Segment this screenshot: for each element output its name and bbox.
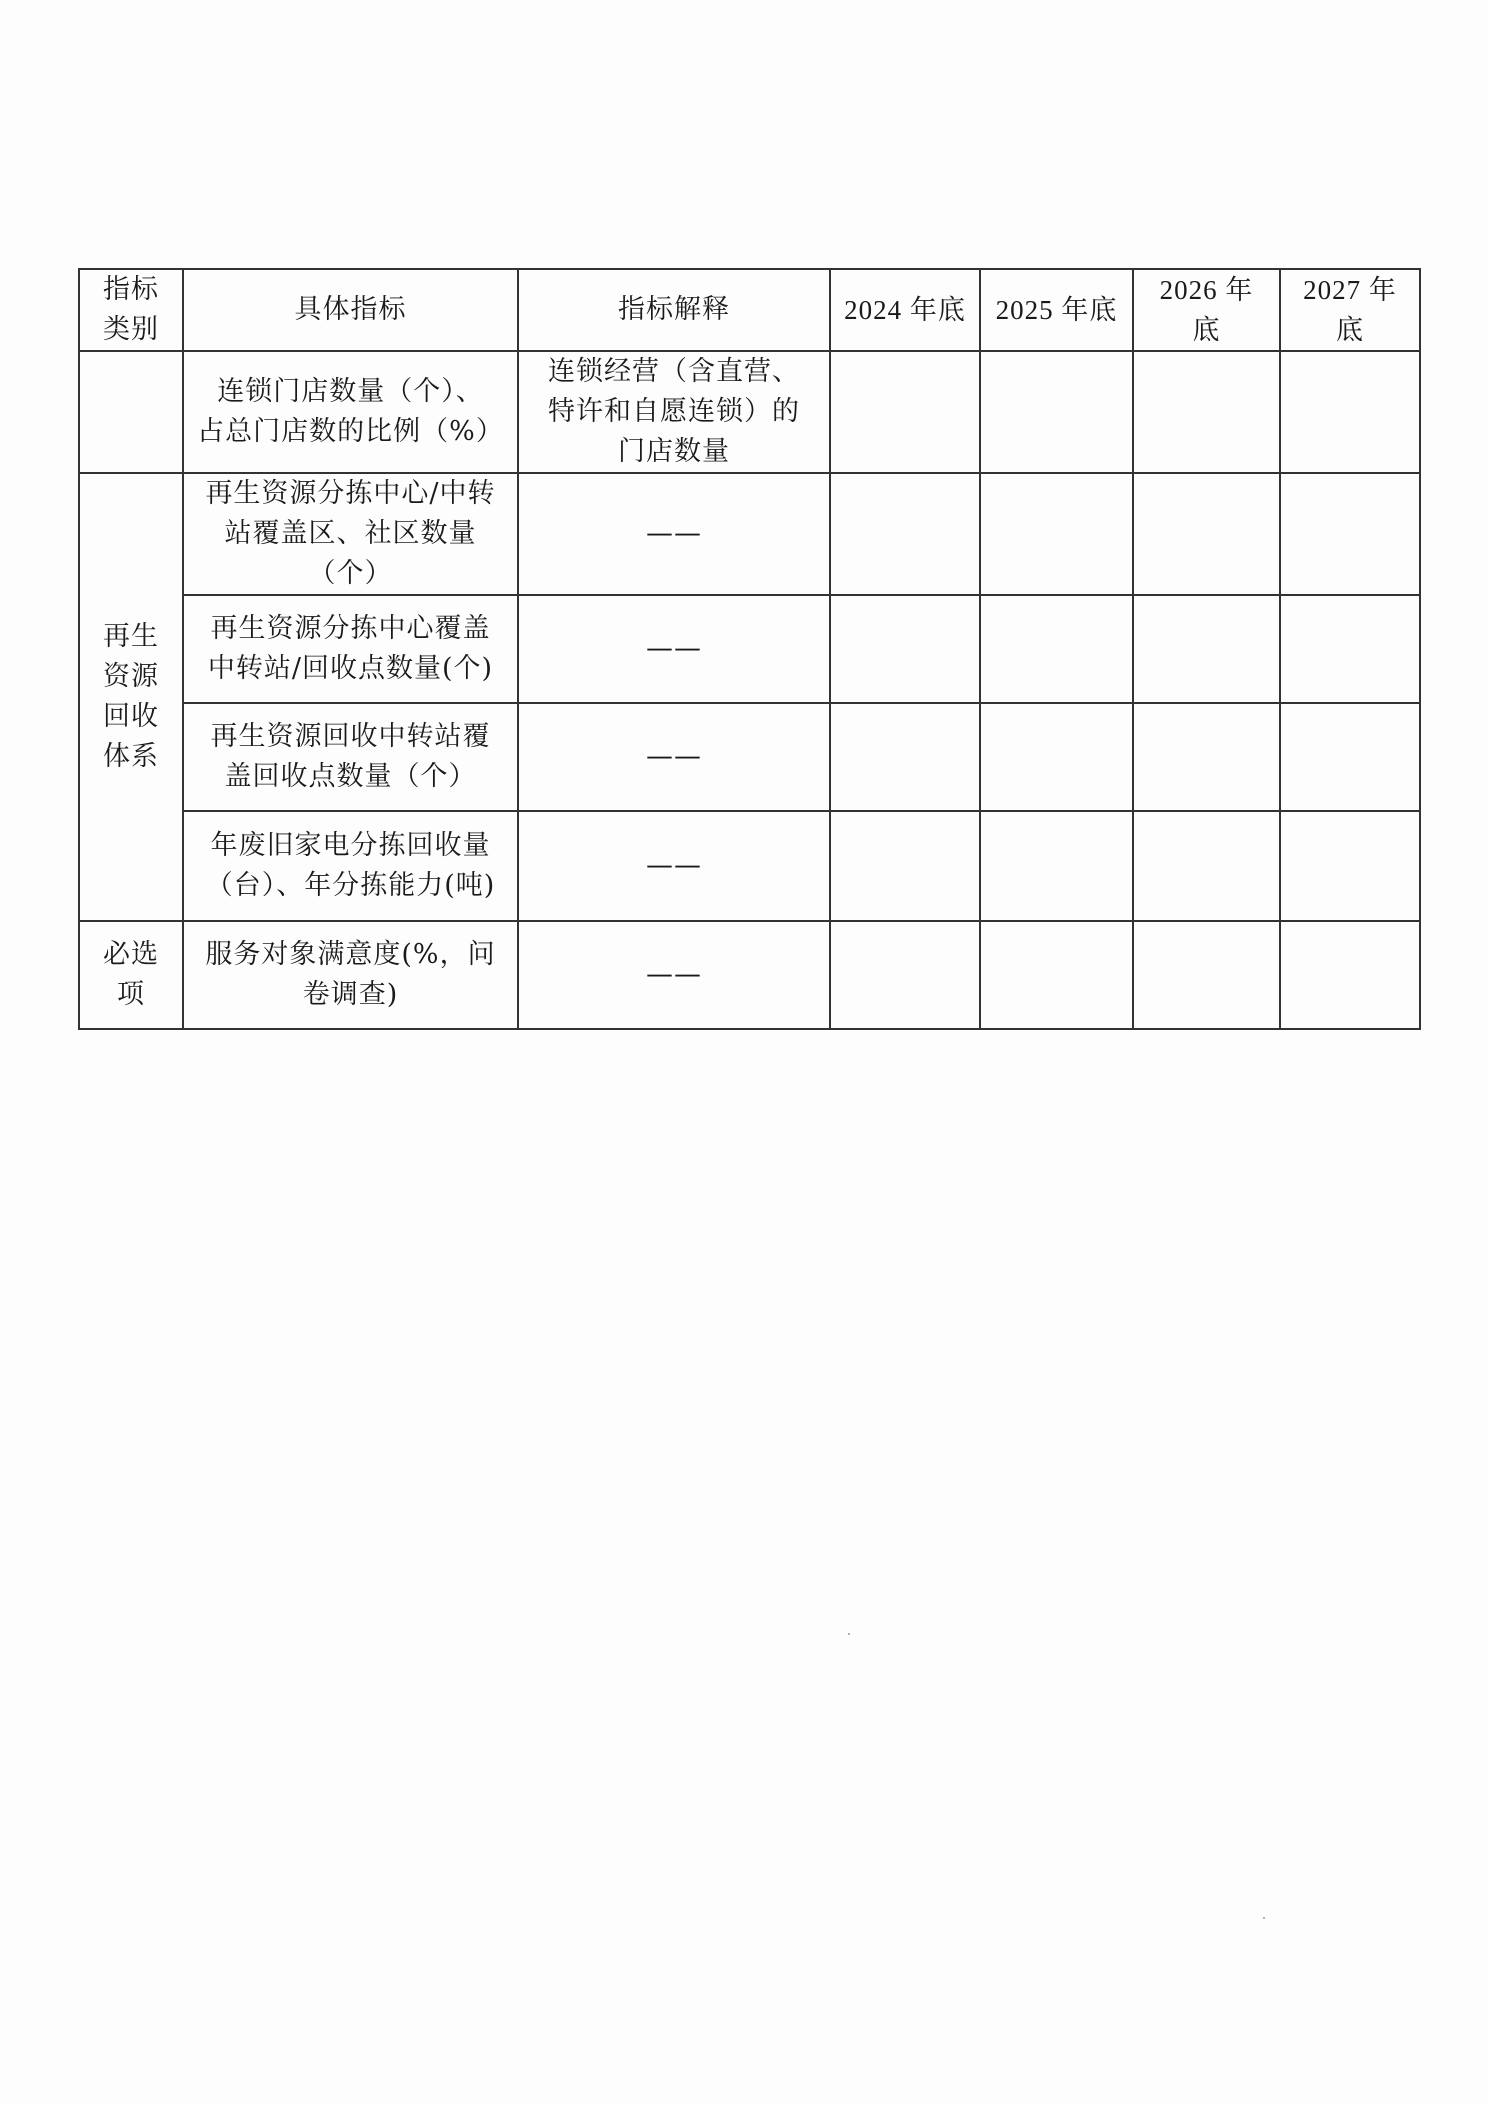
- row3-2024: [830, 595, 980, 703]
- table-row: [79, 473, 1420, 595]
- row2-indicator: 再生资源分拣中心/中转 站覆盖区、社区数量 （个）: [183, 473, 518, 595]
- header-2027: 2027 年 底: [1280, 269, 1420, 351]
- table-row: [79, 595, 1420, 703]
- table-row: [79, 811, 1420, 921]
- row2-2024: [830, 473, 980, 595]
- header-explanation: 指标解释: [518, 269, 830, 351]
- row5-2024: [830, 811, 980, 921]
- row1-category: [79, 351, 183, 473]
- header-2026: 2026 年 底: [1133, 269, 1280, 351]
- row6-category: 必选 项: [79, 921, 183, 1029]
- indicator-table: [78, 268, 1421, 1030]
- table-row: [79, 921, 1420, 1029]
- row6-2024: [830, 921, 980, 1029]
- header-2024: 2024 年底: [830, 269, 980, 351]
- row2-explanation: ——: [518, 473, 830, 595]
- row1-explanation: 连锁经营（含直营、 特许和自愿连锁）的 门店数量: [518, 351, 830, 473]
- row5-2025: [980, 811, 1133, 921]
- row2-2026: [1133, 473, 1280, 595]
- scan-speck: [1263, 1917, 1265, 1919]
- row1-2025: [980, 351, 1133, 473]
- row5-explanation: ——: [518, 811, 830, 921]
- row4-2024: [830, 703, 980, 811]
- row3-2026: [1133, 595, 1280, 703]
- row3-2025: [980, 595, 1133, 703]
- row6-2027: [1280, 921, 1420, 1029]
- group-category-recycling: 再生 资源 回收 体系: [79, 473, 183, 921]
- table-row: [79, 351, 1420, 473]
- row1-2026: [1133, 351, 1280, 473]
- row4-2027: [1280, 703, 1420, 811]
- row6-explanation: ——: [518, 921, 830, 1029]
- header-category: 指标 类别: [79, 269, 183, 351]
- row3-explanation: ——: [518, 595, 830, 703]
- row1-indicator: 连锁门店数量（个）、 占总门店数的比例（%）: [183, 351, 518, 473]
- row4-2025: [980, 703, 1133, 811]
- table-row: [79, 703, 1420, 811]
- row5-2027: [1280, 811, 1420, 921]
- header-indicator: 具体指标: [183, 269, 518, 351]
- row5-indicator: 年废旧家电分拣回收量 （台）、年分拣能力(吨): [183, 811, 518, 921]
- row2-2025: [980, 473, 1133, 595]
- row2-2027: [1280, 473, 1420, 595]
- row4-explanation: ——: [518, 703, 830, 811]
- row4-2026: [1133, 703, 1280, 811]
- row3-2027: [1280, 595, 1420, 703]
- row5-2026: [1133, 811, 1280, 921]
- row3-indicator: 再生资源分拣中心覆盖 中转站/回收点数量(个): [183, 595, 518, 703]
- row1-2027: [1280, 351, 1420, 473]
- row1-2024: [830, 351, 980, 473]
- table-header-row: [79, 269, 1420, 351]
- row4-indicator: 再生资源回收中转站覆 盖回收点数量（个）: [183, 703, 518, 811]
- header-2025: 2025 年底: [980, 269, 1133, 351]
- row6-indicator: 服务对象满意度(%，问 卷调查): [183, 921, 518, 1029]
- scan-speck: [848, 1633, 850, 1635]
- row6-2026: [1133, 921, 1280, 1029]
- row6-2025: [980, 921, 1133, 1029]
